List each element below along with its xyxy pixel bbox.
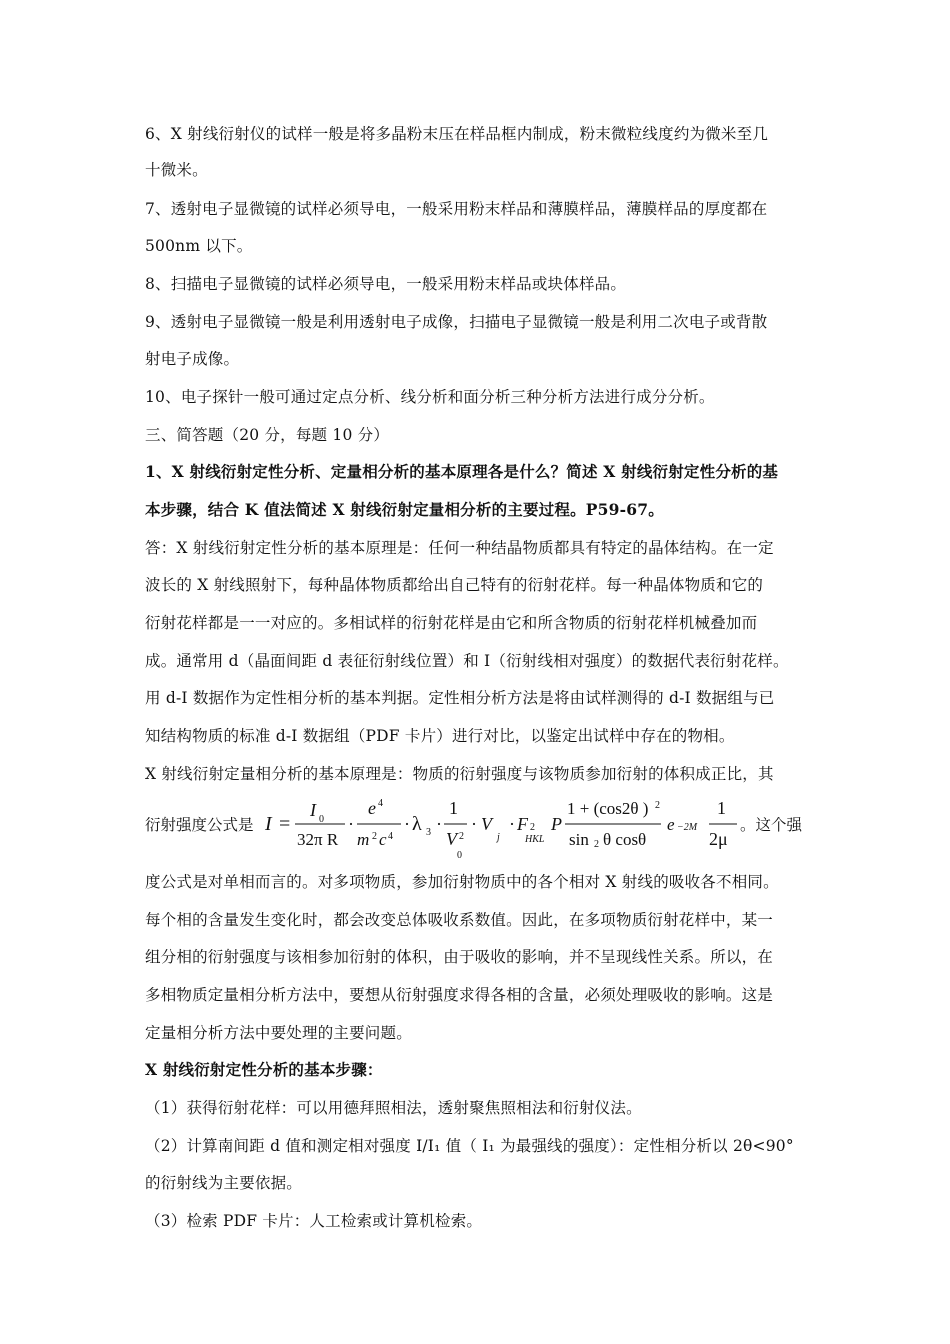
answer-line-1: 答：X 射线衍射定性分析的基本原理是：任何一种结晶物质都具有特定的晶体结构。在一定 [145, 539, 774, 557]
formula-m-sup: 2 [372, 831, 377, 842]
formula-F-sub: HKL [525, 834, 545, 845]
formula-V0-sup: 2 [459, 831, 464, 842]
dot-3: · [436, 814, 442, 834]
formula-c-sup: 4 [388, 831, 393, 842]
step-2: （2）计算南间距 d 值和测定相对强度 I/I₁ 值（ I₁ 为最强线的强度）：定性相分析以 2θ<90° [145, 1137, 794, 1155]
dot-2: · [404, 814, 410, 834]
formula-V0: V [446, 829, 457, 849]
step-2-cont: 的衍射线为主要依据。 [145, 1174, 303, 1192]
formula-e-sup: 4 [378, 798, 383, 809]
formula-e: e [368, 798, 376, 818]
answer-line-3: 衍射花样都是一一对应的。多相试样的衍射花样是由它和所含物质的衍射花样机械叠加而 [145, 614, 758, 632]
formula-num-trig: 1 + (cos2θ ) [567, 799, 649, 818]
text-line-23: 定量相分析方法中要处理的主要问题。 [145, 1024, 412, 1042]
formula-one: 1 [449, 798, 458, 818]
formula-prefix: 衍射强度公式是 [145, 817, 254, 834]
text-line-3: 7、透射电子显微镜的试样必须导电，一般采用粉末样品和薄膜样品，薄膜样品的厚度都在 [145, 200, 768, 218]
steps-heading: X 射线衍射定性分析的基本步骤： [145, 1060, 383, 1079]
text-line-5: 8、扫描电子显微镜的试样必须导电，一般采用粉末样品或块体样品。 [145, 275, 627, 293]
formula-Vj: V [481, 814, 492, 834]
section-heading: 三、简答题（20 分，每题 10 分） [145, 426, 390, 444]
answer-line-5: 用 d-I 数据作为定性相分析的基本判据。定性相分析方法是将由试样测得的 d-I 数据组与已 [145, 689, 775, 707]
formula-num-trig-sup: 2 [655, 800, 660, 811]
formula-F-sup: 2 [530, 822, 535, 833]
text-line-8: 10、电子探针一般可通过定点分析、线分析和面分析三种分析方法进行成分分析。 [145, 388, 715, 406]
answer-line-6: 知结构物质的标准 d-I 数据组（PDF 卡片）进行对比，以鉴定出试样中存在的物相。 [145, 727, 735, 745]
step-1: （1）获得衍射花样：可以用德拜照相法，透射聚焦照相法和衍射仪法。 [145, 1099, 642, 1117]
formula-den-sin-sup: 2 [594, 839, 599, 850]
formula-exp-sup: −2M [677, 822, 698, 833]
dot-4: · [471, 814, 477, 834]
formula-den-sin: sin [569, 830, 589, 849]
step-3: （3）检索 PDF 卡片：人工检索或计算机检索。 [145, 1212, 483, 1230]
formula-m: m [357, 830, 370, 849]
dot-5: · [509, 814, 515, 834]
formula-lambda: λ [412, 813, 422, 835]
text-line-7: 射电子成像。 [145, 350, 240, 368]
question-line-2: 本步骤，结合 K 值法简述 X 射线衍射定量相分析的主要过程。P59-67。 [145, 500, 664, 519]
answer-line-4: 成。通常用 d（晶面间距 d 表征衍射线位置）和 I（衍射线相对强度）的数据代表衍射花样。 [145, 652, 789, 670]
question-line-1: 1、X 射线衍射定性分析、定量相分析的基本原理各是什么？简述 X 射线衍射定性分析的基 [145, 462, 779, 481]
text-line-21: 组分相的衍射强度与该相参加衍射的体积，由于吸收的影响，并不呈现线性关系。所以，在 [145, 948, 774, 966]
formula-I0-sub: 0 [319, 814, 324, 825]
formula-den-mu: 2μ [709, 829, 728, 849]
formula-lambda-sup: 3 [426, 827, 431, 838]
text-line-6: 9、透射电子显微镜一般是利用透射电子成像，扫描电子显微镜一般是利用二次电子或背散 [145, 313, 768, 331]
dot-1: · [348, 814, 354, 834]
formula-suffix: 。这个强 [740, 817, 803, 834]
formula-equals: = [279, 813, 291, 835]
answer-line-2: 波长的 X 射线照射下，每种晶体物质都给出自己特有的衍射花样。每一种晶体物质和它的 [145, 576, 764, 594]
formula-F: F [517, 814, 528, 834]
text-line-2: 十微米。 [145, 161, 208, 179]
text-line-1: 6、X 射线衍射仪的试样一般是将多晶粉末压在样品框内制成，粉末微粒线度约为微米至几 [145, 125, 769, 143]
formula-I0: I [310, 800, 316, 820]
text-line-20: 每个相的含量发生变化时，都会改变总体吸收系数值。因此，在多项物质衍射花样中，某一 [145, 911, 774, 929]
formula-P: P [551, 814, 562, 834]
text-line-4: 500nm 以下。 [145, 237, 253, 255]
formula-one2: 1 [717, 798, 726, 818]
intensity-formula [145, 790, 810, 862]
formula-Vj-sub: j [497, 832, 500, 843]
formula-c: c [379, 830, 387, 849]
quant-principle-line: X 射线衍射定量相分析的基本原理是：物质的衍射强度与该物质参加衍射的体积成正比，其 [145, 765, 774, 783]
formula-I: I [265, 813, 272, 835]
formula-den1: 32π R [297, 830, 339, 849]
formula-den-rest: θ cosθ [603, 830, 647, 849]
formula-follow-line: 度公式是对单相而言的。对多项物质，参加衍射物质中的各个相对 X 射线的吸收各不相同。 [145, 873, 779, 891]
formula-exp-e: e [667, 815, 675, 834]
text-line-22: 多相物质定量相分析方法中，要想从衍射强度求得各相的含量，必须处理吸收的影响。这是 [145, 986, 774, 1004]
formula-V0-sub: 0 [457, 850, 462, 861]
